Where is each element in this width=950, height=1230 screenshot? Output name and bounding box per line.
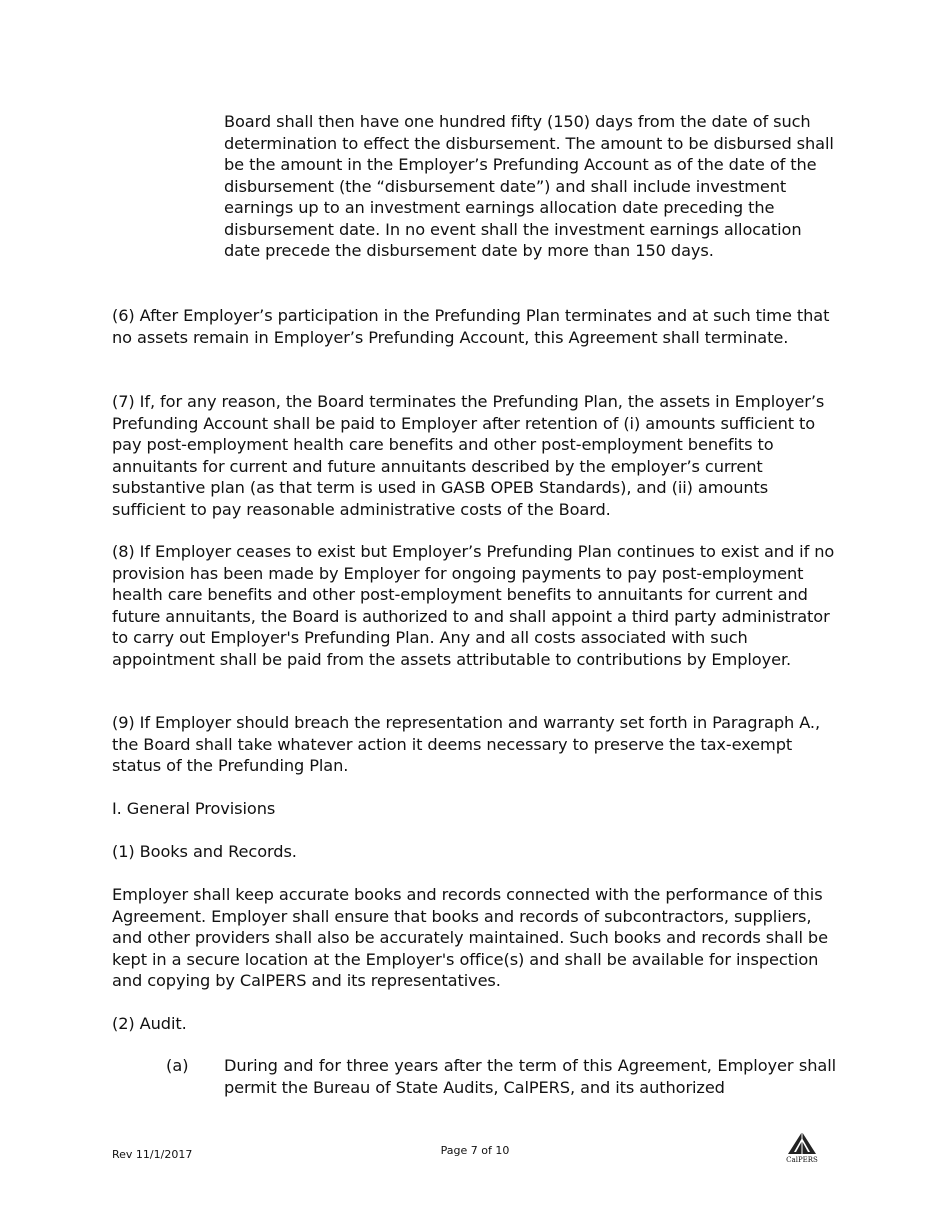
section-heading-general-provisions: I. General Provisions [112,799,276,818]
paragraph-books-and-records: Employer shall keep accurate books and records connected with the performance of this Agreement. Employer shall ensure that books and records of subcontractors, suppliers, and other providers shall also be accurately maintained. Such books and records shall be kept in a secure location at the Employer's office(s) and shall be available for inspection and copying by CalPERS and its representatives. [112,885,828,990]
paragraph-8: (8) If Employer ceases to exist but Employer’s Prefunding Plan continues to exist and if no provision has been made by Employer for ongoing payments to pay post-employment health care benefits and other post-employment benefits to annuitants for current and future annuitants, the Board is authorized to and shall appoint a third party administrator to carry out Employer's Prefunding Plan. Any and all costs associated with such appointment shall be paid from the assets attributable to contributions by Employer. [112,542,835,669]
paragraph-7: (7) If, for any reason, the Board terminates the Prefunding Plan, the assets in Employer’s Prefunding Account shall be paid to Employer after retention of (i) amounts sufficient to pay post-employment health care benefits and other post-employment benefits to annuitants for current and future annuitants described by the employer’s current substantive plan (as that term is used in GASB OPEB Standards), and (ii) amounts sufficient to pay reasonable administrative costs of the Board. [112,392,825,519]
audit-item-a-label: (a) [166,1056,189,1075]
paragraph-disbursement-continued: Board shall then have one hundred fifty (150) days from the date of such determination to effect the disbursement. The amount to be disbursed shall be the amount in the Employer’s Prefunding Account as of the date of the disbursement (the “disbursement date”) and shall include investment earnings up to an investment earnings allocation date preceding the disbursement date. In no event shall the investment earnings allocation date precede the disbursement date by more than 150 days. [224,112,834,260]
paragraph-9: (9) If Employer should breach the representation and warranty set forth in Paragraph A., the Board shall take whatever action it deems necessary to preserve the tax-exempt status of the Prefunding Plan. [112,713,820,775]
subheading-audit: (2) Audit. [112,1014,187,1033]
subheading-books-and-records: (1) Books and Records. [112,842,297,861]
footer-page-number: Page 7 of 10 [440,1144,510,1157]
footer-revision: Rev 11/1/2017 [112,1148,193,1161]
calpers-logo-icon [780,1130,824,1170]
calpers-logo-text: CalPERS [786,1156,818,1164]
audit-item-a-text: During and for three years after the term of this Agreement, Employer shall permit the Bureau of State Audits, CalPERS, and its authorized [224,1056,836,1097]
paragraph-6: (6) After Employer’s participation in the Prefunding Plan terminates and at such time that no assets remain in Employer’s Prefunding Account, this Agreement shall terminate. [112,306,830,347]
